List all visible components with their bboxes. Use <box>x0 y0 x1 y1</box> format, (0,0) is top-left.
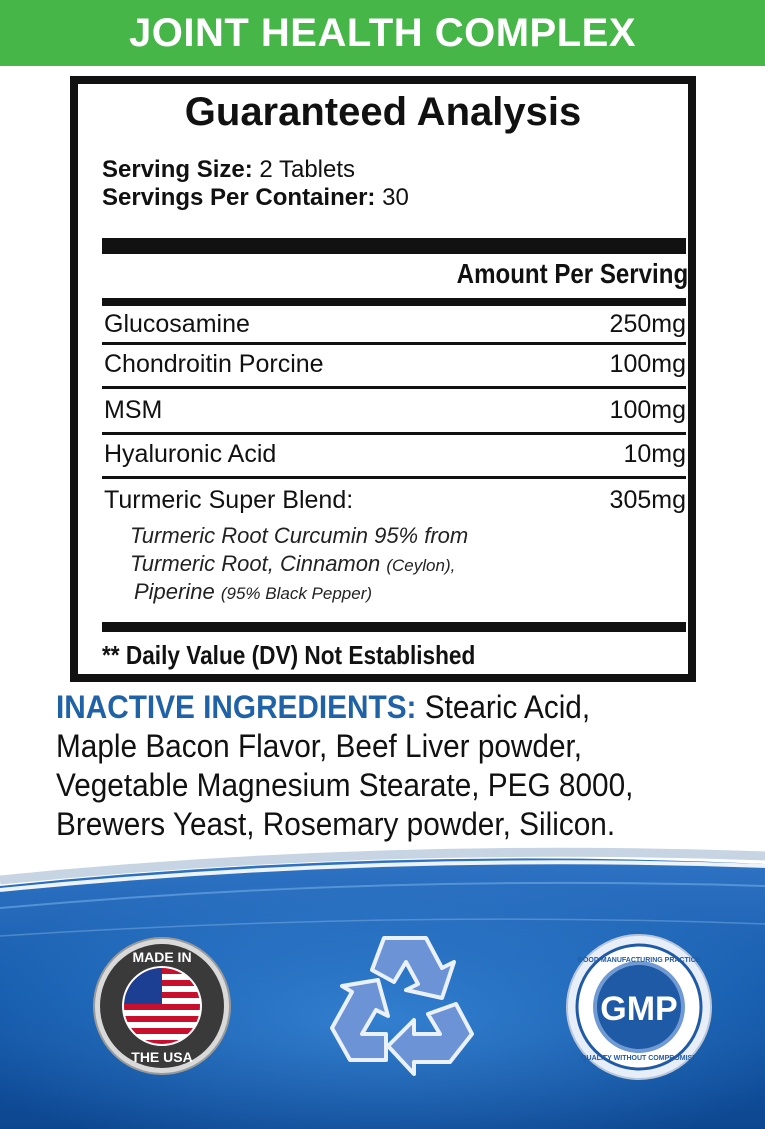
blend-note-line <box>130 550 630 580</box>
usa-badge-bottom-text: THE USA <box>131 1049 193 1065</box>
banner-title: JOINT HEALTH COMPLEX <box>128 11 637 55</box>
gmp-badge <box>564 932 714 1082</box>
panel-title: Guaranteed Analysis <box>184 90 582 134</box>
row-divider <box>102 476 686 479</box>
inactive-ingredients-text: Stearic Acid, Maple Bacon Flavor, Beef Liver powder, Vegetable Magnesium Stearate, PEG 8000, Brewers Yeast, Rosemary powder, Silicon. <box>56 689 634 842</box>
ingredient-amount: 250mg <box>609 310 686 338</box>
ingredient-amount: 100mg <box>609 350 686 378</box>
ingredient-name: Hyaluronic Acid <box>104 440 277 468</box>
blend-note-small: (Ceylon), <box>386 556 456 575</box>
footer-divider <box>102 622 686 632</box>
daily-value-note: ** Daily Value (DV) Not Established <box>102 640 476 670</box>
serving-size <box>102 156 355 184</box>
made-in-usa-badge <box>92 936 232 1076</box>
servings-per-container-value: 30 <box>382 184 409 211</box>
row-divider <box>102 432 686 435</box>
ingredient-name: Chondroitin Porcine <box>104 350 324 378</box>
inactive-ingredients-label: INACTIVE INGREDIENTS: <box>56 689 417 725</box>
blend-note-line <box>134 578 634 608</box>
serving-size-value: 2 Tablets <box>259 156 356 183</box>
ingredient-amount: 100mg <box>609 396 686 424</box>
serving-size-label: Serving Size: <box>102 156 253 183</box>
ingredient-row <box>102 396 686 426</box>
ingredient-name: MSM <box>104 396 163 424</box>
row-divider <box>102 342 686 345</box>
ingredient-row <box>102 440 686 470</box>
product-banner <box>0 0 765 66</box>
gmp-badge-top-text: GOOD MANUFACTURING PRACTICE <box>577 957 701 964</box>
ingredient-row <box>102 486 686 516</box>
servings-per-container-label: Servings Per Container: <box>102 184 376 211</box>
ingredient-name: Glucosamine <box>104 310 250 338</box>
recycle-icon <box>322 928 482 1078</box>
row-divider <box>102 386 686 389</box>
blend-note-text: Turmeric Root Curcumin 95% from <box>130 523 469 548</box>
blend-note-line <box>130 522 630 550</box>
inactive-ingredients <box>56 688 679 844</box>
header-divider <box>102 298 686 306</box>
ingredient-name: Turmeric Super Blend: <box>104 486 354 514</box>
ingredient-row <box>102 310 686 340</box>
ingredient-amount: 10mg <box>623 440 686 468</box>
ingredient-amount: 305mg <box>609 486 686 514</box>
bottom-graphic-band <box>0 846 765 1129</box>
gmp-badge-bottom-text: QUALITY WITHOUT COMPROMISE <box>581 1055 697 1062</box>
guaranteed-analysis-panel <box>70 76 696 682</box>
blend-note-text: Turmeric Root, Cinnamon <box>130 551 381 576</box>
servings-per-container <box>102 184 409 212</box>
gmp-badge-text: GMP <box>600 990 678 1028</box>
blend-note-small: (95% Black Pepper) <box>220 584 373 603</box>
usa-badge-top-text: MADE IN <box>132 949 192 965</box>
ingredient-row <box>102 350 686 380</box>
amount-per-serving-header: Amount Per Serving <box>456 258 688 289</box>
blend-note-text: Piperine <box>134 579 215 604</box>
thick-divider <box>102 238 686 254</box>
